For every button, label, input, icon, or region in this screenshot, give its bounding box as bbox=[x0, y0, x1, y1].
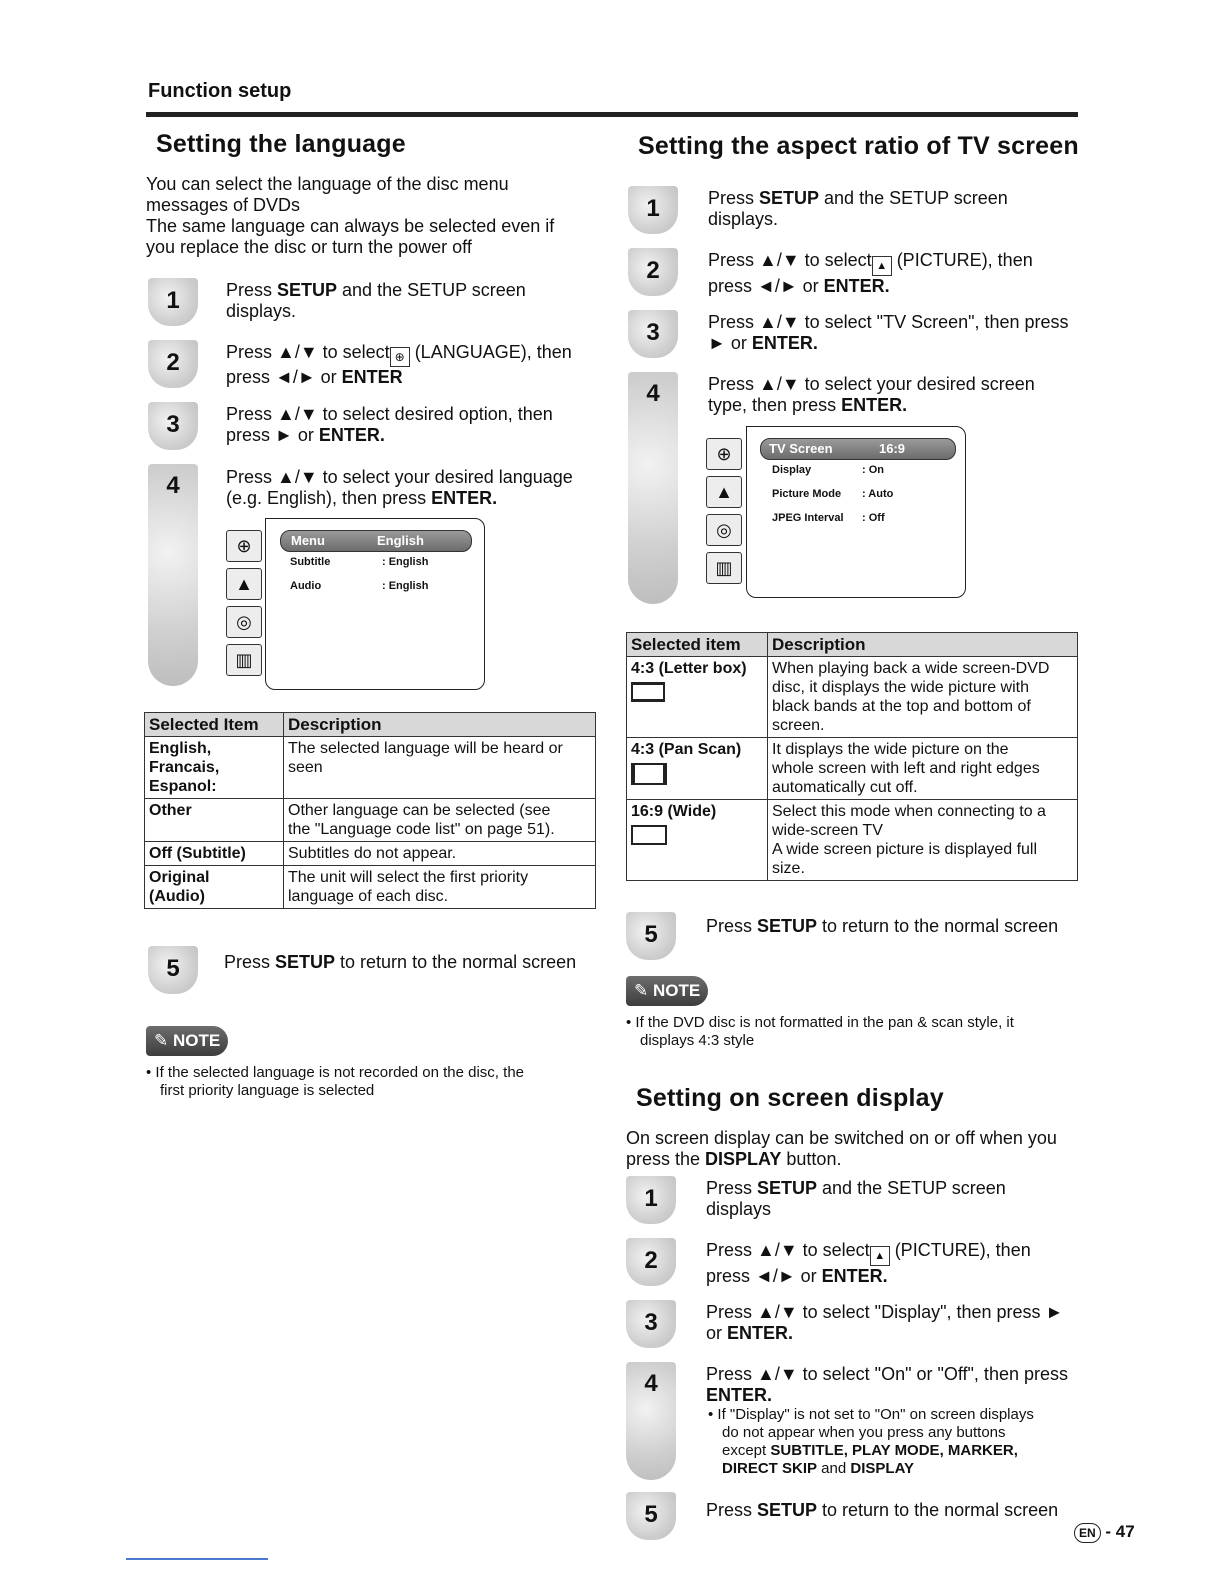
intro-line: The same language can always be selected even if bbox=[146, 216, 555, 236]
screen-row-value: : English bbox=[382, 556, 429, 568]
audio-icon: ◎ bbox=[226, 606, 262, 638]
letterbox-icon bbox=[631, 682, 665, 702]
setup-menu-icons bbox=[226, 530, 262, 682]
table-row: Other Other language can be selected (see the "Language code list" on page 51). bbox=[145, 799, 596, 842]
screen-row-value: : English bbox=[382, 580, 429, 592]
language-badge: EN bbox=[1074, 1523, 1101, 1543]
step-badge: 3 bbox=[626, 1300, 676, 1348]
step-badge: 4 bbox=[628, 372, 678, 604]
language-options-table bbox=[144, 712, 596, 909]
left-note: • If the selected language is not recorded on the disc, the first priority language is selected bbox=[146, 1064, 524, 1099]
picture-icon: ▲ bbox=[226, 568, 262, 600]
step-badge: 1 bbox=[148, 278, 198, 326]
table-header: Selected Item bbox=[145, 713, 284, 737]
note-badge: ✎ NOTE bbox=[626, 976, 708, 1006]
screen-row-label: JPEG Interval bbox=[772, 512, 844, 524]
right-step-2: Press ▲/▼ to select ▲ (PICTURE), then press ◄/► or ENTER. bbox=[708, 250, 1033, 296]
table-row: 16:9 (Wide) Select this mode when connecting to a wide-screen TV A wide screen picture is displayed full size. bbox=[627, 800, 1078, 881]
table-row: Off (Subtitle) Subtitles do not appear. bbox=[145, 842, 596, 866]
intro-line: you replace the disc or turn the power off bbox=[146, 237, 472, 257]
left-intro bbox=[146, 174, 596, 258]
intro-line: You can select the language of the disc menu bbox=[146, 174, 509, 194]
osd-step-4: Press ▲/▼ to select "On" or "Off", then press ENTER. • If "Display" is not set to "On" on screen displays do not appear when you press any buttons except SUBTITLE, PLAY MODE, MARKER, DIRECT SKIP and DISPLAY bbox=[706, 1364, 1086, 1478]
screen-row-label: Display bbox=[772, 464, 812, 476]
screen-row-label: Audio bbox=[290, 580, 322, 592]
osd-title: Setting on screen display bbox=[636, 1084, 944, 1112]
setup-menu-icons bbox=[706, 438, 742, 590]
table-header: Selected item bbox=[627, 633, 768, 657]
rating-icon: ▥ bbox=[706, 552, 742, 584]
step-badge: 1 bbox=[628, 186, 678, 234]
table-row: 4:3 (Letter box) When playing back a wide screen-DVD disc, it displays the wide picture with black bands at the top and bottom of screen. bbox=[627, 657, 1078, 738]
osd-intro: On screen display can be switched on or off when you press the DISPLAY button. bbox=[626, 1128, 1057, 1169]
picture-icon: ▲ bbox=[872, 256, 892, 276]
right-step-3: Press ▲/▼ to select "TV Screen", then press ► or ENTER. bbox=[708, 312, 1069, 353]
table-row: Original (Audio) The unit will select the first priority language of each disc. bbox=[145, 866, 596, 909]
note-badge: ✎ NOTE bbox=[146, 1026, 228, 1056]
screen-row-label: Picture Mode bbox=[772, 488, 842, 500]
pan-scan-icon bbox=[631, 763, 667, 785]
left-step-1: Press SETUP and the SETUP screen displays. bbox=[226, 280, 526, 321]
rating-icon: ▥ bbox=[226, 644, 262, 676]
aspect-ratio-table bbox=[626, 632, 1078, 881]
language-icon: ⊕ bbox=[390, 347, 410, 367]
osd-step-3: Press ▲/▼ to select "Display", then press ► or ENTER. bbox=[706, 1302, 1064, 1343]
left-step-3: Press ▲/▼ to select desired option, then press ► or ENTER. bbox=[226, 404, 553, 445]
screen-row-value: : Auto bbox=[862, 488, 894, 500]
section-heading: Function setup bbox=[148, 80, 292, 102]
picture-icon: ▲ bbox=[870, 1246, 890, 1266]
step-badge: 4 bbox=[626, 1362, 676, 1480]
screen-row-value: : Off bbox=[862, 512, 885, 524]
step-badge: 2 bbox=[626, 1238, 676, 1286]
intro-line: messages of DVDs bbox=[146, 195, 301, 215]
left-title: Setting the language bbox=[156, 130, 406, 158]
osd-step-2: Press ▲/▼ to select ▲ (PICTURE), then press ◄/► or ENTER. bbox=[706, 1240, 1031, 1286]
table-row: 4:3 (Pan Scan) It displays the wide picture on the whole screen with left and right edges automatically cut off. bbox=[627, 738, 1078, 800]
osd-step-4-subnote: • If "Display" is not set to "On" on screen displays do not appear when you press any buttons except SUBTITLE, PLAY MODE, MARKER, DIRECT SKIP and DISPLAY bbox=[708, 1406, 1034, 1477]
right-title: Setting the aspect ratio of TV screen bbox=[638, 132, 1079, 160]
left-step-4: Press ▲/▼ to select your desired language (e.g. English), then press ENTER. bbox=[226, 467, 573, 508]
picture-icon: ▲ bbox=[706, 476, 742, 508]
right-step-1: Press SETUP and the SETUP screen displays. bbox=[708, 188, 1008, 229]
left-step-5: Press SETUP to return to the normal screen bbox=[224, 952, 577, 972]
screen-menu-bar: TV Screen 16:9 bbox=[760, 438, 956, 460]
osd-step-5: Press SETUP to return to the normal screen bbox=[706, 1500, 1059, 1520]
wide-icon bbox=[631, 825, 667, 845]
step-badge: 5 bbox=[626, 1492, 676, 1540]
screen-row-value: : On bbox=[862, 464, 884, 476]
language-icon: ⊕ bbox=[706, 438, 742, 470]
step-badge: 3 bbox=[628, 310, 678, 358]
left-step-2: Press ▲/▼ to select ⊕ (LANGUAGE), then press ◄/► or ENTER bbox=[226, 342, 572, 387]
right-step-4: Press ▲/▼ to select your desired screen type, then press ENTER. bbox=[708, 374, 1035, 415]
step-badge: 2 bbox=[148, 340, 198, 388]
page-number: EN - 47 bbox=[1074, 1522, 1135, 1543]
language-icon: ⊕ bbox=[226, 530, 262, 562]
table-header: Description bbox=[768, 633, 1078, 657]
step-badge: 5 bbox=[626, 912, 676, 960]
osd-step-1: Press SETUP and the SETUP screen displays bbox=[706, 1178, 1006, 1219]
footer-link-line bbox=[126, 1558, 268, 1560]
screen-menu-bar: Menu English bbox=[280, 530, 472, 552]
step-badge: 4 bbox=[148, 464, 198, 686]
table-header: Description bbox=[284, 713, 596, 737]
section-rule bbox=[146, 112, 1078, 117]
step-badge: 2 bbox=[628, 248, 678, 296]
right-note: • If the DVD disc is not formatted in the pan & scan style, it displays 4:3 style bbox=[626, 1014, 1014, 1049]
audio-icon: ◎ bbox=[706, 514, 742, 546]
step-badge: 5 bbox=[148, 946, 198, 994]
screen-row-label: Subtitle bbox=[290, 556, 331, 568]
table-row: English, Francais, Espanol: The selected language will be heard or seen bbox=[145, 737, 596, 799]
step-badge: 3 bbox=[148, 402, 198, 450]
right-step-5: Press SETUP to return to the normal screen bbox=[706, 916, 1059, 936]
step-badge: 1 bbox=[626, 1176, 676, 1224]
